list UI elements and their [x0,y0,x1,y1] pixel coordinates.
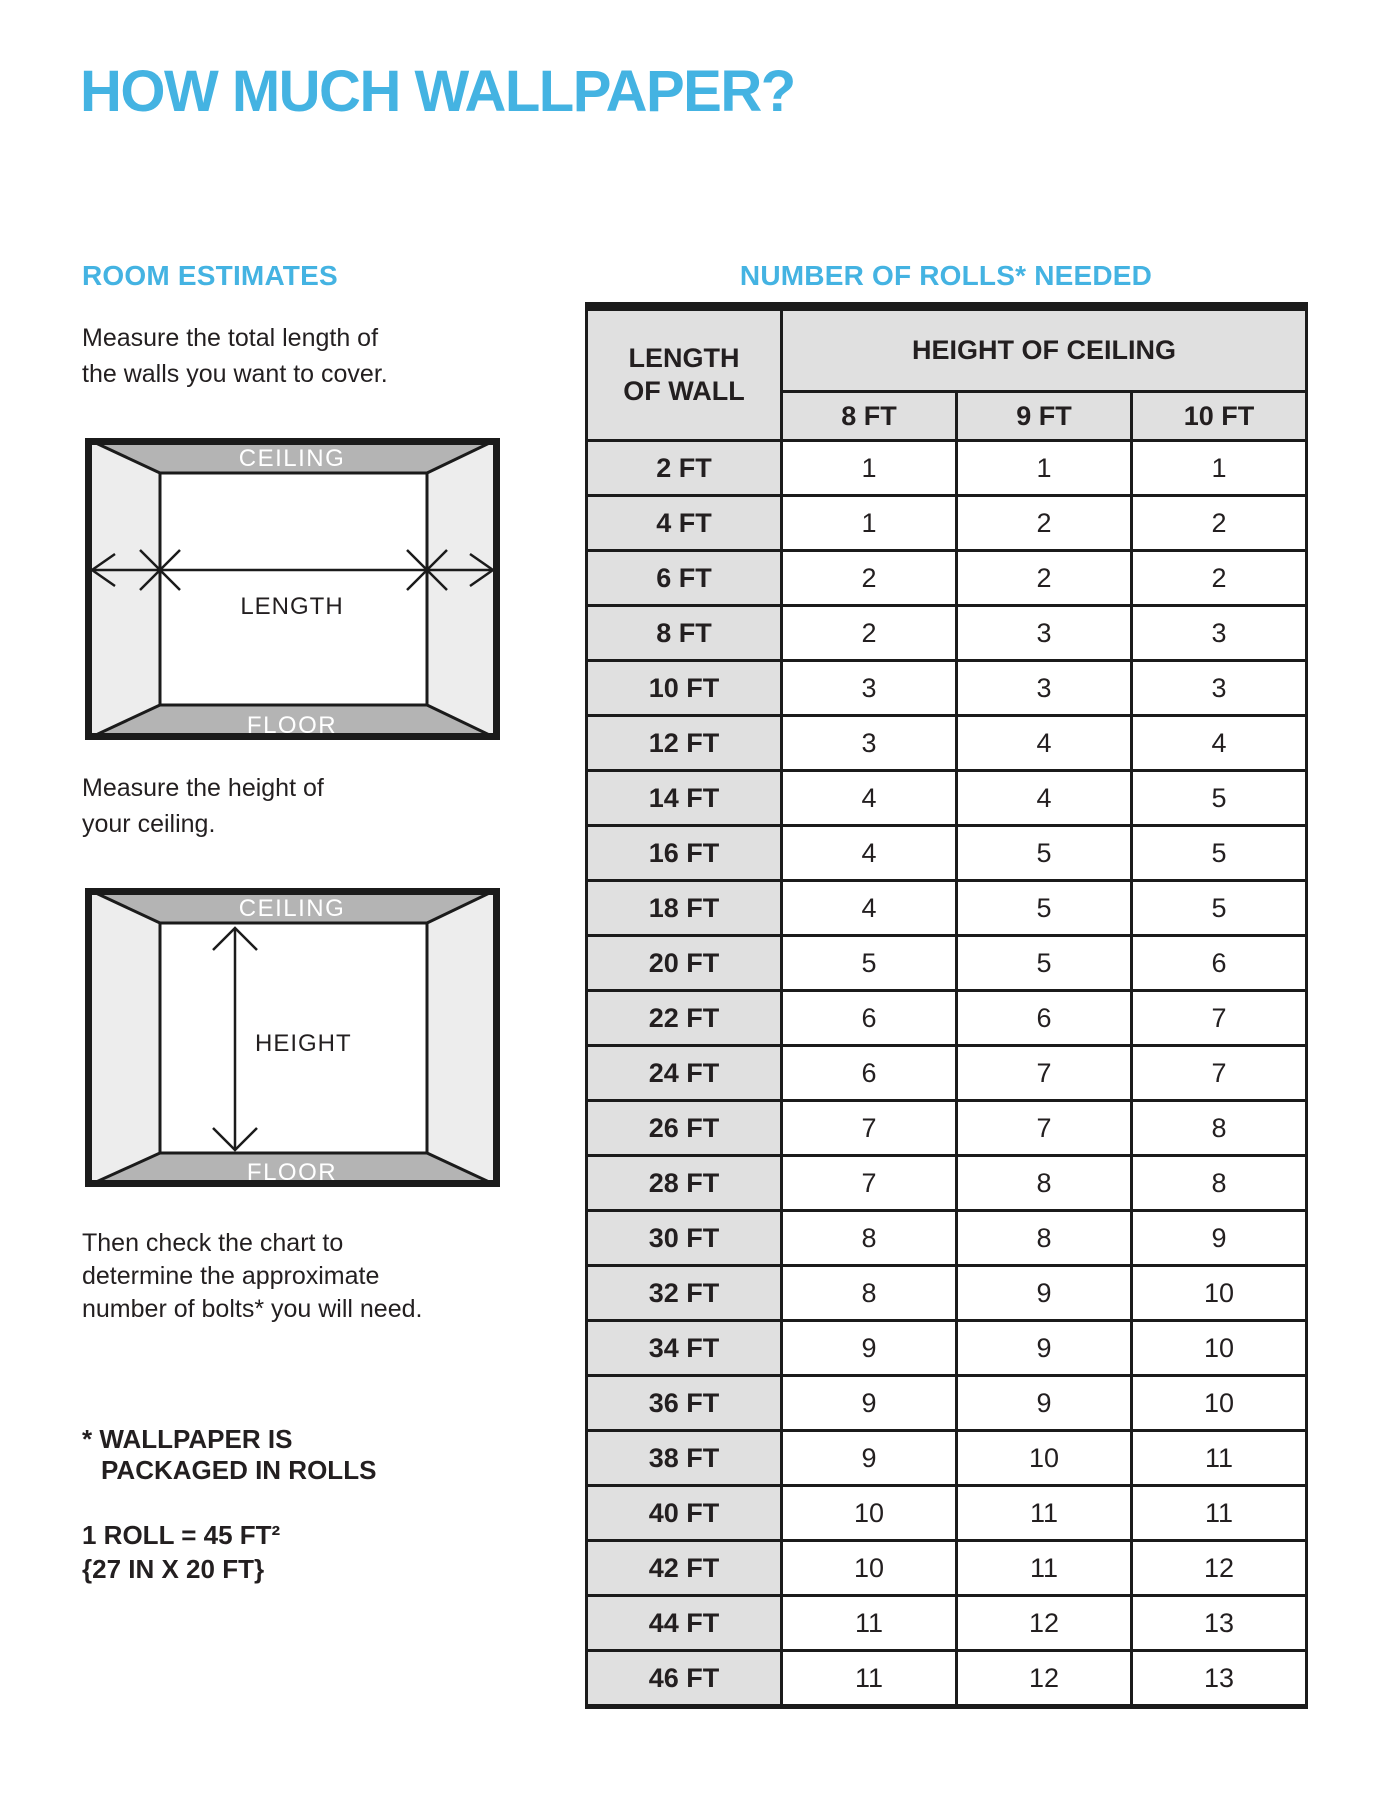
roll-count-cell: 10 [1132,1321,1307,1376]
roll-count-cell: 12 [957,1596,1132,1651]
table-row [587,1156,1307,1211]
roll-count-cell: 7 [782,1156,957,1211]
left-wall-face [85,438,160,740]
table-row [587,1211,1307,1266]
instruction-step-1 [82,320,388,392]
roll-spec-line2: {27 IN X 20 FT} [82,1554,265,1584]
instruction-step-1-line2: the walls you want to cover. [82,360,388,388]
instruction-step-3-line2: determine the approximate [82,1262,380,1290]
table-row [587,661,1307,716]
wall-length-cell: 44 FT [587,1596,782,1651]
table-row [587,826,1307,881]
roll-count-cell: 11 [782,1596,957,1651]
table-row [587,881,1307,936]
wall-length-cell: 6 FT [587,551,782,606]
roll-count-cell: 13 [1132,1596,1307,1651]
ceiling-label: CEILING [238,445,346,472]
roll-count-cell: 5 [1132,826,1307,881]
wall-length-cell: 28 FT [587,1156,782,1211]
roll-count-cell: 12 [1132,1541,1307,1596]
wall-length-cell: 4 FT [587,496,782,551]
roll-count-cell: 5 [957,936,1132,991]
roll-count-cell: 6 [782,991,957,1046]
room-diagram-height [85,888,500,1192]
wall-length-cell: 34 FT [587,1321,782,1376]
wall-length-cell: 2 FT [587,441,782,496]
roll-count-cell: 5 [1132,771,1307,826]
wall-length-cell: 24 FT [587,1046,782,1101]
wall-length-cell: 30 FT [587,1211,782,1266]
roll-count-cell: 2 [957,496,1132,551]
roll-count-cell: 4 [782,826,957,881]
roll-spec [82,1518,280,1586]
room-diagram-height-svg [85,888,500,1187]
roll-count-cell: 11 [957,1486,1132,1541]
left-wall-face [85,888,160,1187]
roll-count-cell: 3 [957,606,1132,661]
roll-count-cell: 3 [1132,661,1307,716]
wall-length-cell: 12 FT [587,716,782,771]
rolls-table-body [587,441,1307,1707]
table-row [587,1596,1307,1651]
roll-count-cell: 7 [957,1046,1132,1101]
col-header-8ft: 8 FT [782,392,957,441]
table-row [587,441,1307,496]
roll-spec-line1: 1 ROLL = 45 FT² [82,1520,281,1550]
instruction-step-3-line3: number of bolts* you will need. [82,1295,423,1323]
table-row [587,1321,1307,1376]
table-header-row-1 [587,307,1307,392]
table-row [587,1541,1307,1596]
length-of-wall-header-line1: LENGTH [628,343,740,373]
roll-count-cell: 2 [957,551,1132,606]
room-estimates-heading: ROOM ESTIMATES [82,260,338,291]
roll-count-cell: 10 [957,1431,1132,1486]
roll-count-cell: 12 [957,1651,1132,1707]
table-row [587,771,1307,826]
instruction-step-2-line2: your ceiling. [82,810,216,838]
roll-count-cell: 1 [782,496,957,551]
wall-length-cell: 26 FT [587,1101,782,1156]
table-row [587,936,1307,991]
roll-count-cell: 10 [1132,1376,1307,1431]
table-row [587,551,1307,606]
table-row [587,496,1307,551]
roll-count-cell: 5 [957,881,1132,936]
table-row [587,1651,1307,1707]
room-diagram-length [85,438,500,745]
instruction-step-3-line1: Then check the chart to [82,1229,344,1257]
table-row [587,606,1307,661]
roll-count-cell: 8 [1132,1101,1307,1156]
roll-count-cell: 8 [957,1156,1132,1211]
rolls-footnote [82,1424,376,1486]
roll-count-cell: 7 [1132,991,1307,1046]
rolls-footnote-line1: * WALLPAPER IS [82,1424,293,1454]
roll-count-cell: 10 [1132,1266,1307,1321]
length-of-wall-header-line2: OF WALL [623,376,745,406]
rolls-table [585,302,1308,1709]
wall-length-cell: 46 FT [587,1651,782,1707]
wall-length-cell: 20 FT [587,936,782,991]
page-title: HOW MUCH WALLPAPER? [80,59,795,124]
roll-count-cell: 2 [1132,496,1307,551]
wall-length-cell: 8 FT [587,606,782,661]
roll-count-cell: 8 [782,1266,957,1321]
roll-count-cell: 1 [957,441,1132,496]
length-measure-label: LENGTH [240,593,344,620]
roll-count-cell: 3 [957,661,1132,716]
wall-length-cell: 36 FT [587,1376,782,1431]
roll-count-cell: 10 [782,1541,957,1596]
rolls-footnote-line2: PACKAGED IN ROLLS [101,1455,377,1485]
roll-count-cell: 10 [782,1486,957,1541]
right-wall-face [427,438,500,740]
roll-count-cell: 11 [1132,1431,1307,1486]
right-wall-face [427,888,500,1187]
table-row [587,1486,1307,1541]
table-row [587,991,1307,1046]
roll-count-cell: 3 [782,661,957,716]
roll-count-cell: 7 [782,1101,957,1156]
wall-length-cell: 10 FT [587,661,782,716]
ceiling-label: CEILING [238,895,346,922]
roll-count-cell: 8 [782,1211,957,1266]
height-of-ceiling-header: HEIGHT OF CEILING [782,307,1307,392]
roll-count-cell: 6 [782,1046,957,1101]
wall-length-cell: 14 FT [587,771,782,826]
rolls-table-container [585,302,1308,1709]
roll-count-cell: 9 [782,1431,957,1486]
roll-count-cell: 2 [1132,551,1307,606]
roll-count-cell: 8 [957,1211,1132,1266]
roll-count-cell: 4 [782,771,957,826]
wall-length-cell: 42 FT [587,1541,782,1596]
wall-length-cell: 40 FT [587,1486,782,1541]
instruction-step-2-line1: Measure the height of [82,774,324,802]
roll-count-cell: 6 [1132,936,1307,991]
wall-length-cell: 18 FT [587,881,782,936]
floor-label: FLOOR [246,712,338,739]
roll-count-cell: 4 [957,716,1132,771]
floor-label: FLOOR [246,1159,338,1186]
roll-count-cell: 5 [957,826,1132,881]
roll-count-cell: 11 [957,1541,1132,1596]
roll-count-cell: 3 [1132,606,1307,661]
roll-count-cell: 4 [1132,716,1307,771]
roll-count-cell: 11 [1132,1486,1307,1541]
room-diagram-length-svg [85,438,500,740]
wall-length-cell: 16 FT [587,826,782,881]
table-row [587,1101,1307,1156]
table-row [587,1431,1307,1486]
instruction-step-1-line1: Measure the total length of [82,324,379,352]
roll-count-cell: 9 [782,1376,957,1431]
roll-count-cell: 9 [957,1321,1132,1376]
roll-count-cell: 13 [1132,1651,1307,1707]
table-row [587,716,1307,771]
roll-count-cell: 11 [782,1651,957,1707]
length-of-wall-header [587,307,782,441]
roll-count-cell: 9 [1132,1211,1307,1266]
height-measure-label: HEIGHT [255,1030,352,1057]
wall-length-cell: 38 FT [587,1431,782,1486]
roll-count-cell: 2 [782,551,957,606]
roll-count-cell: 5 [782,936,957,991]
instruction-step-2 [82,770,324,842]
roll-count-cell: 2 [782,606,957,661]
roll-count-cell: 7 [957,1101,1132,1156]
roll-count-cell: 5 [1132,881,1307,936]
back-wall-face [160,473,427,705]
col-header-9ft: 9 FT [957,392,1132,441]
roll-count-cell: 7 [1132,1046,1307,1101]
roll-count-cell: 9 [782,1321,957,1376]
rolls-needed-heading: NUMBER OF ROLLS* NEEDED [739,260,1153,291]
roll-count-cell: 8 [1132,1156,1307,1211]
roll-count-cell: 4 [782,881,957,936]
wall-length-cell: 32 FT [587,1266,782,1321]
instruction-step-3 [82,1227,422,1326]
table-row [587,1376,1307,1431]
table-row [587,1046,1307,1101]
wall-length-cell: 22 FT [587,991,782,1046]
roll-count-cell: 1 [782,441,957,496]
roll-count-cell: 1 [1132,441,1307,496]
table-row [587,1266,1307,1321]
roll-count-cell: 4 [957,771,1132,826]
col-header-10ft: 10 FT [1132,392,1307,441]
roll-count-cell: 9 [957,1376,1132,1431]
roll-count-cell: 3 [782,716,957,771]
roll-count-cell: 6 [957,991,1132,1046]
roll-count-cell: 9 [957,1266,1132,1321]
